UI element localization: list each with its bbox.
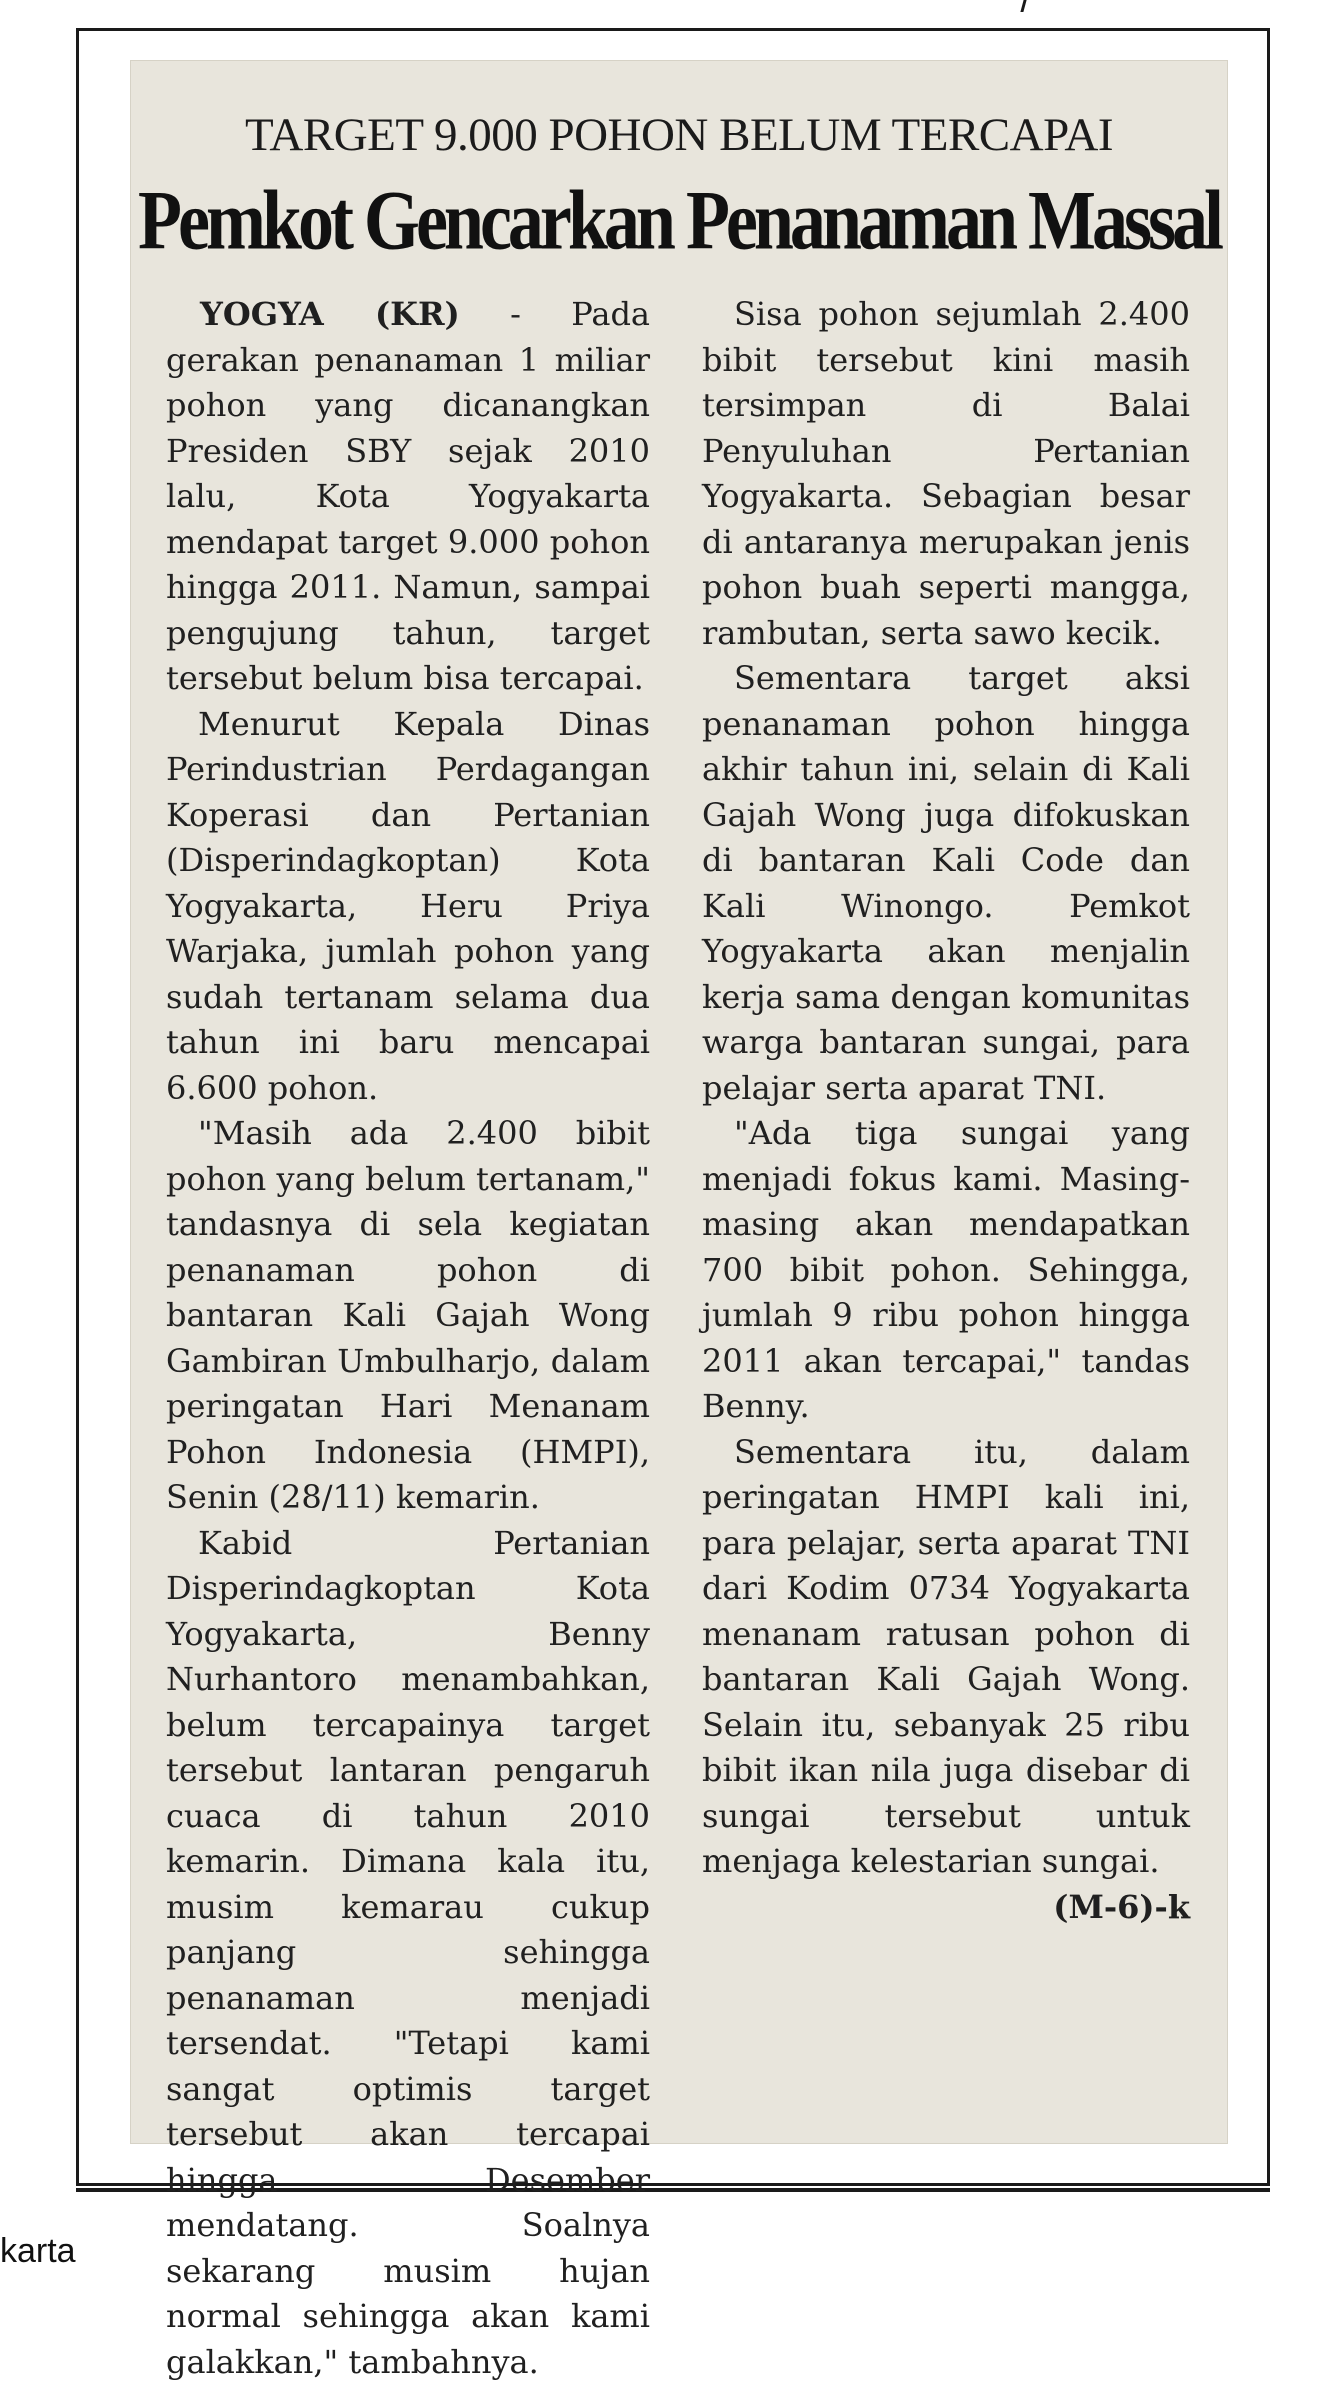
- paragraph: Sisa pohon sejumlah 2.400 bibit tersebut kini masih tersimpan di Balai Penyuluhan Pertanian Yogyakarta. Sebagian besar di antaranya merupakan jenis pohon buah seperti mangga, rambutan, serta sawo kecik.: [702, 292, 1190, 656]
- paragraph: "Ada tiga sungai yang menjadi fokus kami. Masing-masing akan mendapatkan 700 bibit pohon. Sehingga, jumlah 9 ribu pohon hingga 2011 akan tercapai," tandas Benny.: [702, 1111, 1190, 1430]
- byline: (M-6)-k: [702, 1885, 1190, 1931]
- left-column: [166, 292, 650, 2385]
- footer-text: karta: [0, 2232, 76, 2271]
- paragraph: "Masih ada 2.400 bibit pohon yang belum tertanam," tandasnya di sela kegiatan penanaman pohon di bantaran Kali Gajah Wong Gambiran Umbulharjo, dalam peringatan Hari Menanam Pohon Indonesia (HMPI), Senin (28/11) kemarin.: [166, 1111, 650, 1521]
- paragraph: Sementara target aksi penanaman pohon hingga akhir tahun ini, selain di Kali Gajah Wong juga difokuskan di bantaran Kali Code dan Kali Winongo. Pemkot Yogyakarta akan menjalin kerja sama dengan komunitas warga bantaran sungai, para pelajar serta aparat TNI.: [702, 656, 1190, 1111]
- dateline: YOGYA (KR): [200, 295, 460, 333]
- newspaper-clipping: [130, 60, 1228, 2144]
- paragraph: Kabid Pertanian Disperindagkoptan Kota Yogyakarta, Benny Nurhantoro menambahkan, belum tercapainya target tersebut lantaran pengaruh cuaca di tahun 2010 kemarin. Dimana kala itu, musim kemarau cukup panjang sehingga penanaman menjadi tersendat. "Tetapi kami sangat optimis target tersebut akan tercapai hingga Desember mendatang. Soalnya sekarang musim hujan normal sehingga akan kami galakkan," tambahnya.: [166, 1521, 650, 2385]
- paragraph: Menurut Kepala Dinas Perindustrian Perdagangan Koperasi dan Pertanian (Disperindagkoptan) Kota Yogyakarta, Heru Priya Warjaka, jumlah pohon yang sudah tertanam selama dua tahun ini baru mencapai 6.600 pohon.: [166, 702, 650, 1112]
- article-kicker: TARGET 9.000 POHON BELUM TERCAPAI: [130, 108, 1228, 162]
- paragraph: Sementara itu, dalam peringatan HMPI kali ini, para pelajar, serta aparat TNI dari Kodim 0734 Yogyakarta menanam ratusan pohon di bantaran Kali Gajah Wong. Selain itu, sebanyak 25 ribu bibit ikan nila juga disebar di sungai tersebut untuk menjaga kelestarian sungai.: [702, 1430, 1190, 1885]
- right-column: [702, 292, 1190, 1930]
- scan-mark: [1020, 0, 1026, 12]
- paragraph-text: - Pada gerakan penanaman 1 miliar pohon yang dicanangkan Presiden SBY sejak 2010 lalu, Kota Yogyakarta mendapat target 9.000 pohon hingga 2011. Namun, sampai pengujung tahun, target tersebut belum bisa tercapai.: [166, 295, 650, 697]
- paragraph: [166, 292, 650, 702]
- article-headline: Pemkot Gencarkan Penanaman Massal: [130, 172, 1228, 270]
